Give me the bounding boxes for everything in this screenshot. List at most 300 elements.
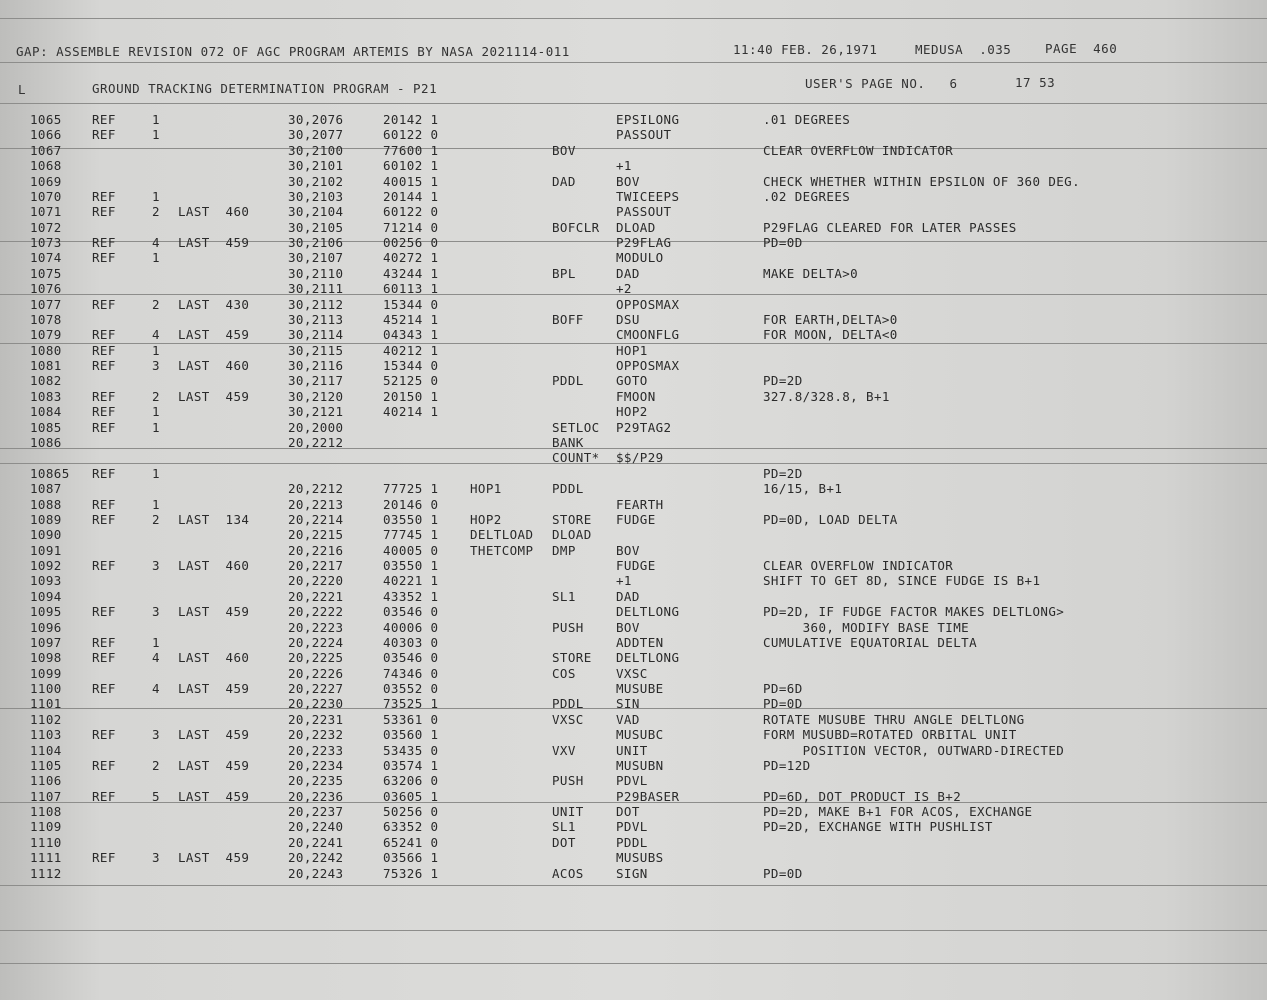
row-last-ref: LAST 459 xyxy=(178,604,250,620)
row-ref-count: 3 xyxy=(152,558,160,574)
row-comment: CHECK WHETHER WITHIN EPSILON OF 360 DEG. xyxy=(763,173,1081,189)
row-comment: ROTATE MUSUBE THRU ANGLE DELTLONG xyxy=(763,711,1025,727)
row-ref-keyword: REF xyxy=(92,188,116,204)
row-label: THETCOMP xyxy=(470,542,534,558)
row-line-number: 1096 xyxy=(30,619,62,635)
row-comment: PD=0D, LOAD DELTA xyxy=(763,511,898,527)
row-octal-word: 40005 0 xyxy=(383,542,439,558)
row-comment: PD=2D, MAKE B+1 FOR ACOS, EXCHANGE xyxy=(763,804,1033,820)
row-comment: PD=12D xyxy=(763,757,811,773)
row-address: 20,2220 xyxy=(288,573,344,589)
row-operand: SIGN xyxy=(616,865,648,881)
row-octal-word: 77745 1 xyxy=(383,527,439,543)
row-operand: MUSUBN xyxy=(616,757,664,773)
row-line-number: 1069 xyxy=(30,173,62,189)
row-ref-keyword: REF xyxy=(92,404,116,420)
row-comment: PD=2D, IF FUDGE FACTOR MAKES DELTLONG> xyxy=(763,604,1065,620)
users-page-number: USER'S PAGE NO. 6 xyxy=(805,76,958,91)
row-operand: PDDL xyxy=(616,834,648,850)
row-opcode: BOV xyxy=(552,142,576,158)
row-comment: 327.8/328.8, B+1 xyxy=(763,388,890,404)
row-line-number: 1095 xyxy=(30,604,62,620)
row-line-number: 1083 xyxy=(30,388,62,404)
row-operand: OPPOSMAX xyxy=(616,358,680,374)
row-address: 20,2224 xyxy=(288,634,344,650)
row-ref-keyword: REF xyxy=(92,296,116,312)
row-last-ref: LAST 459 xyxy=(178,757,250,773)
row-ref-count: 4 xyxy=(152,681,160,697)
row-line-number: 10865 xyxy=(30,465,70,481)
row-ref-keyword: REF xyxy=(92,235,116,251)
row-ref-count: 1 xyxy=(152,634,160,650)
row-line-number: 1090 xyxy=(30,527,62,543)
row-last-ref: LAST 459 xyxy=(178,788,250,804)
row-opcode: BANK xyxy=(552,434,584,450)
row-octal-word: 03550 1 xyxy=(383,511,439,527)
row-operand: PDVL xyxy=(616,773,648,789)
row-address: 30,2103 xyxy=(288,188,344,204)
row-address: 20,2215 xyxy=(288,527,344,543)
row-line-number: 1098 xyxy=(30,650,62,666)
row-opcode: DOT xyxy=(552,834,576,850)
row-label: HOP1 xyxy=(470,481,502,497)
row-comment: 360, MODIFY BASE TIME xyxy=(763,619,970,635)
row-comment: CLEAR OVERFLOW INDICATOR xyxy=(763,558,954,574)
header-time-date: 11:40 FEB. 26,1971 xyxy=(733,42,878,57)
row-line-number: 1077 xyxy=(30,296,62,312)
row-last-ref: LAST 460 xyxy=(178,650,250,666)
row-address: 30,2077 xyxy=(288,127,344,143)
row-comment: PD=0D xyxy=(763,865,803,881)
row-comment: POSITION VECTOR, OUTWARD-DIRECTED xyxy=(763,742,1065,758)
row-last-ref: LAST 459 xyxy=(178,327,250,343)
row-comment: PD=6D, DOT PRODUCT IS B+2 xyxy=(763,788,962,804)
row-last-ref: LAST 430 xyxy=(178,296,250,312)
row-operand: FUDGE xyxy=(616,511,656,527)
row-ref-count: 2 xyxy=(152,388,160,404)
row-octal-word: 53361 0 xyxy=(383,711,439,727)
row-octal-word: 40015 1 xyxy=(383,173,439,189)
row-address: 20,2223 xyxy=(288,619,344,635)
row-ref-keyword: REF xyxy=(92,650,116,666)
row-last-ref: LAST 459 xyxy=(178,727,250,743)
row-operand: FEARTH xyxy=(616,496,664,512)
row-line-number: 1105 xyxy=(30,757,62,773)
row-opcode: STORE xyxy=(552,511,592,527)
row-line-number: 1067 xyxy=(30,142,62,158)
row-line-number: 1076 xyxy=(30,281,62,297)
row-address: 20,2214 xyxy=(288,511,344,527)
row-line-number: 1093 xyxy=(30,573,62,589)
row-operand: DAD xyxy=(616,588,640,604)
row-octal-word: 75326 1 xyxy=(383,865,439,881)
row-comment: CLEAR OVERFLOW INDICATOR xyxy=(763,142,954,158)
row-address: 20,2233 xyxy=(288,742,344,758)
row-octal-word: 43244 1 xyxy=(383,265,439,281)
row-comment: FOR EARTH,DELTA>0 xyxy=(763,311,898,327)
row-address: 30,2104 xyxy=(288,204,344,220)
row-ref-count: 2 xyxy=(152,296,160,312)
row-ref-count: 4 xyxy=(152,327,160,343)
row-opcode: PUSH xyxy=(552,773,584,789)
row-octal-word: 40221 1 xyxy=(383,573,439,589)
row-line-number: 1079 xyxy=(30,327,62,343)
row-line-number: 1085 xyxy=(30,419,62,435)
row-line-number: 1075 xyxy=(30,265,62,281)
row-comment: PD=2D xyxy=(763,373,803,389)
row-ref-count: 1 xyxy=(152,419,160,435)
row-opcode: ACOS xyxy=(552,865,584,881)
row-comment: PD=0D xyxy=(763,696,803,712)
row-octal-word: 20146 0 xyxy=(383,496,439,512)
row-operand: HOP1 xyxy=(616,342,648,358)
row-address: 20,2227 xyxy=(288,681,344,697)
row-ref-count: 1 xyxy=(152,188,160,204)
row-address: 20,2000 xyxy=(288,419,344,435)
row-address: 20,2241 xyxy=(288,834,344,850)
row-ref-keyword: REF xyxy=(92,496,116,512)
row-operand: DELTLONG xyxy=(616,604,680,620)
row-octal-word: 52125 0 xyxy=(383,373,439,389)
row-ref-count: 3 xyxy=(152,604,160,620)
row-address: 20,2213 xyxy=(288,496,344,512)
row-line-number: 1066 xyxy=(30,127,62,143)
header-assembly-line: GAP: ASSEMBLE REVISION 072 OF AGC PROGRAM ARTEMIS BY NASA 2021114-011 xyxy=(16,44,570,59)
row-address: 30,2101 xyxy=(288,158,344,174)
row-operand: UNIT xyxy=(616,742,648,758)
row-comment: SHIFT TO GET 8D, SINCE FUDGE IS B+1 xyxy=(763,573,1041,589)
row-octal-word: 20144 1 xyxy=(383,188,439,204)
row-octal-word: 50256 0 xyxy=(383,804,439,820)
row-operand: $$/P29 xyxy=(616,450,664,466)
row-operand: BOV xyxy=(616,173,640,189)
row-operand: +1 xyxy=(616,158,632,174)
row-octal-word: 04343 1 xyxy=(383,327,439,343)
row-octal-word: 20150 1 xyxy=(383,388,439,404)
row-address: 30,2076 xyxy=(288,112,344,127)
row-comment: PD=2D, EXCHANGE WITH PUSHLIST xyxy=(763,819,993,835)
row-line-number: 1074 xyxy=(30,250,62,266)
row-ref-keyword: REF xyxy=(92,634,116,650)
row-ref-keyword: REF xyxy=(92,788,116,804)
row-comment: MAKE DELTA>0 xyxy=(763,265,859,281)
row-operand: FMOON xyxy=(616,388,656,404)
row-ref-keyword: REF xyxy=(92,558,116,574)
row-opcode: PDDL xyxy=(552,373,584,389)
row-octal-word: 03605 1 xyxy=(383,788,439,804)
row-operand: BOV xyxy=(616,542,640,558)
row-octal-word: 40303 0 xyxy=(383,634,439,650)
row-operand: P29BASER xyxy=(616,788,680,804)
row-line-number: 1108 xyxy=(30,804,62,820)
row-address: 20,2242 xyxy=(288,850,344,866)
row-line-number: 1104 xyxy=(30,742,62,758)
row-ref-count: 2 xyxy=(152,511,160,527)
row-label: HOP2 xyxy=(470,511,502,527)
row-operand: +1 xyxy=(616,573,632,589)
row-octal-word: 03560 1 xyxy=(383,727,439,743)
row-line-number: 1111 xyxy=(30,850,62,866)
row-operand: HOP2 xyxy=(616,404,648,420)
row-ref-keyword: REF xyxy=(92,757,116,773)
row-octal-word: 71214 0 xyxy=(383,219,439,235)
row-operand: PASSOUT xyxy=(616,127,672,143)
row-comment: PD=6D xyxy=(763,681,803,697)
row-operand: ADDTEN xyxy=(616,634,664,650)
row-line-number: 1082 xyxy=(30,373,62,389)
row-operand: CMOONFLG xyxy=(616,327,680,343)
row-address: 30,2120 xyxy=(288,388,344,404)
row-opcode: BOFCLR xyxy=(552,219,600,235)
row-line-number: 1102 xyxy=(30,711,62,727)
row-line-number: 1103 xyxy=(30,727,62,743)
row-line-number: 1086 xyxy=(30,434,62,450)
row-address: 20,2237 xyxy=(288,804,344,820)
row-operand: VAD xyxy=(616,711,640,727)
row-last-ref: LAST 460 xyxy=(178,358,250,374)
row-ref-keyword: REF xyxy=(92,511,116,527)
row-address: 30,2102 xyxy=(288,173,344,189)
header-page: PAGE 460 xyxy=(1045,41,1118,56)
header-medusa: MEDUSA .035 xyxy=(915,42,1012,57)
row-line-number: 1065 xyxy=(30,112,62,127)
row-octal-word: 43352 1 xyxy=(383,588,439,604)
row-opcode: SL1 xyxy=(552,819,576,835)
row-line-number: 1072 xyxy=(30,219,62,235)
row-address: 20,2217 xyxy=(288,558,344,574)
row-operand: DELTLONG xyxy=(616,650,680,666)
row-octal-word: 03546 0 xyxy=(383,650,439,666)
row-address: 30,2113 xyxy=(288,311,344,327)
row-line-number: 1107 xyxy=(30,788,62,804)
row-address: 20,2221 xyxy=(288,588,344,604)
row-ref-keyword: REF xyxy=(92,342,116,358)
row-last-ref: LAST 460 xyxy=(178,558,250,574)
row-line-number: 1081 xyxy=(30,358,62,374)
row-comment: 16/15, B+1 xyxy=(763,481,843,497)
row-address: 20,2226 xyxy=(288,665,344,681)
row-comment: .01 DEGREES xyxy=(763,112,851,127)
row-line-number: 1109 xyxy=(30,819,62,835)
row-octal-word: 74346 0 xyxy=(383,665,439,681)
row-ref-keyword: REF xyxy=(92,850,116,866)
row-ref-count: 2 xyxy=(152,757,160,773)
row-octal-word: 40212 1 xyxy=(383,342,439,358)
row-operand: GOTO xyxy=(616,373,648,389)
row-ref-count: 1 xyxy=(152,496,160,512)
row-octal-word: 20142 1 xyxy=(383,112,439,127)
row-ref-count: 3 xyxy=(152,727,160,743)
row-ref-count: 1 xyxy=(152,250,160,266)
row-ref-count: 3 xyxy=(152,850,160,866)
row-operand: TWICEEPS xyxy=(616,188,680,204)
row-address: 20,2235 xyxy=(288,773,344,789)
row-address: 30,2114 xyxy=(288,327,344,343)
row-address: 30,2107 xyxy=(288,250,344,266)
row-octal-word: 03546 0 xyxy=(383,604,439,620)
row-line-number: 1112 xyxy=(30,865,62,881)
row-octal-word: 03574 1 xyxy=(383,757,439,773)
row-ref-keyword: REF xyxy=(92,358,116,374)
row-octal-word: 60113 1 xyxy=(383,281,439,297)
row-last-ref: LAST 134 xyxy=(178,511,250,527)
row-line-number: 1094 xyxy=(30,588,62,604)
row-address: 20,2212 xyxy=(288,481,344,497)
row-ref-keyword: REF xyxy=(92,604,116,620)
row-opcode: PUSH xyxy=(552,619,584,635)
row-opcode: DAD xyxy=(552,173,576,189)
row-ref-count: 1 xyxy=(152,342,160,358)
row-address: 20,2234 xyxy=(288,757,344,773)
row-opcode: BPL xyxy=(552,265,576,281)
row-line-number: 1089 xyxy=(30,511,62,527)
row-octal-word: 60102 1 xyxy=(383,158,439,174)
row-operand: P29FLAG xyxy=(616,235,672,251)
row-line-number: 1100 xyxy=(30,681,62,697)
row-ref-count: 3 xyxy=(152,358,160,374)
row-ref-keyword: REF xyxy=(92,250,116,266)
row-ref-count: 4 xyxy=(152,235,160,251)
row-operand: SIN xyxy=(616,696,640,712)
row-address: 30,2121 xyxy=(288,404,344,420)
row-address: 30,2116 xyxy=(288,358,344,374)
row-operand: MODULO xyxy=(616,250,664,266)
row-operand: MUSUBS xyxy=(616,850,664,866)
row-address: 30,2110 xyxy=(288,265,344,281)
row-ref-keyword: REF xyxy=(92,681,116,697)
row-operand: PASSOUT xyxy=(616,204,672,220)
page-title: GROUND TRACKING DETERMINATION PROGRAM - P21 xyxy=(92,81,438,96)
row-line-number: 1068 xyxy=(30,158,62,174)
row-line-number: 1080 xyxy=(30,342,62,358)
row-address: 20,2232 xyxy=(288,727,344,743)
row-comment: CUMULATIVE EQUATORIAL DELTA xyxy=(763,634,977,650)
row-octal-word: 63206 0 xyxy=(383,773,439,789)
row-operand: DLOAD xyxy=(616,219,656,235)
row-opcode: VXV xyxy=(552,742,576,758)
row-address: 20,2230 xyxy=(288,696,344,712)
row-opcode: VXSC xyxy=(552,711,584,727)
row-ref-count: 1 xyxy=(152,112,160,127)
row-octal-word: 63352 0 xyxy=(383,819,439,835)
row-last-ref: LAST 459 xyxy=(178,681,250,697)
row-line-number: 1106 xyxy=(30,773,62,789)
row-last-ref: LAST 459 xyxy=(178,235,250,251)
row-opcode: SETLOC xyxy=(552,419,600,435)
row-opcode: PDDL xyxy=(552,481,584,497)
row-comment: FOR MOON, DELTA<0 xyxy=(763,327,898,343)
row-address: 20,2216 xyxy=(288,542,344,558)
row-address: 20,2212 xyxy=(288,434,344,450)
header-left-mark: L xyxy=(18,82,27,97)
row-line-number: 1097 xyxy=(30,634,62,650)
row-operand: VXSC xyxy=(616,665,648,681)
row-ref-keyword: REF xyxy=(92,388,116,404)
row-label: DELTLOAD xyxy=(470,527,534,543)
row-operand: OPPOSMAX xyxy=(616,296,680,312)
row-octal-word: 15344 0 xyxy=(383,296,439,312)
row-ref-keyword: REF xyxy=(92,465,116,481)
row-ref-count: 1 xyxy=(152,404,160,420)
row-comment: FORM MUSUBD=ROTATED ORBITAL UNIT xyxy=(763,727,1017,743)
row-octal-word: 73525 1 xyxy=(383,696,439,712)
row-line-number: 1091 xyxy=(30,542,62,558)
row-line-number: 1087 xyxy=(30,481,62,497)
row-octal-word: 53435 0 xyxy=(383,742,439,758)
row-address: 20,2222 xyxy=(288,604,344,620)
row-ref-keyword: REF xyxy=(92,204,116,220)
row-last-ref: LAST 459 xyxy=(178,388,250,404)
row-comment: P29FLAG CLEARED FOR LATER PASSES xyxy=(763,219,1017,235)
row-operand: EPSILONG xyxy=(616,112,680,127)
row-opcode: UNIT xyxy=(552,804,584,820)
row-opcode: STORE xyxy=(552,650,592,666)
row-ref-keyword: REF xyxy=(92,727,116,743)
row-comment: PD=2D xyxy=(763,465,803,481)
row-octal-word: 03552 0 xyxy=(383,681,439,697)
row-octal-word: 60122 0 xyxy=(383,204,439,220)
row-ref-count: 1 xyxy=(152,127,160,143)
row-address: 30,2106 xyxy=(288,235,344,251)
row-line-number: 1092 xyxy=(30,558,62,574)
row-address: 20,2240 xyxy=(288,819,344,835)
row-line-number: 1078 xyxy=(30,311,62,327)
row-opcode: BOFF xyxy=(552,311,584,327)
header-right-code: 17 53 xyxy=(1015,75,1056,90)
row-operand: DSU xyxy=(616,311,640,327)
row-operand: BOV xyxy=(616,619,640,635)
row-line-number: 1073 xyxy=(30,235,62,251)
row-address: 20,2225 xyxy=(288,650,344,666)
row-opcode: SL1 xyxy=(552,588,576,604)
row-last-ref: LAST 459 xyxy=(178,850,250,866)
row-operand: +2 xyxy=(616,281,632,297)
row-operand: PDVL xyxy=(616,819,648,835)
row-last-ref: LAST 460 xyxy=(178,204,250,220)
row-address: 30,2115 xyxy=(288,342,344,358)
row-line-number: 1088 xyxy=(30,496,62,512)
row-octal-word: 40006 0 xyxy=(383,619,439,635)
row-ref-keyword: REF xyxy=(92,327,116,343)
row-octal-word: 00256 0 xyxy=(383,235,439,251)
row-opcode: DMP xyxy=(552,542,576,558)
row-octal-word: 77725 1 xyxy=(383,481,439,497)
row-line-number: 1070 xyxy=(30,188,62,204)
row-operand: MUSUBC xyxy=(616,727,664,743)
row-address: 30,2111 xyxy=(288,281,344,297)
row-address: 20,2243 xyxy=(288,865,344,881)
row-comment: .02 DEGREES xyxy=(763,188,851,204)
row-octal-word: 40272 1 xyxy=(383,250,439,266)
row-opcode: COUNT* xyxy=(552,450,600,466)
row-octal-word: 45214 1 xyxy=(383,311,439,327)
row-operand: FUDGE xyxy=(616,558,656,574)
row-comment: PD=0D xyxy=(763,235,803,251)
row-address: 30,2117 xyxy=(288,373,344,389)
row-operand: DOT xyxy=(616,804,640,820)
row-ref-count: 4 xyxy=(152,650,160,666)
row-octal-word: 03550 1 xyxy=(383,558,439,574)
row-address: 20,2236 xyxy=(288,788,344,804)
row-address: 30,2100 xyxy=(288,142,344,158)
row-address: 20,2231 xyxy=(288,711,344,727)
row-octal-word: 65241 0 xyxy=(383,834,439,850)
row-line-number: 1110 xyxy=(30,834,62,850)
row-ref-count: 5 xyxy=(152,788,160,804)
row-octal-word: 40214 1 xyxy=(383,404,439,420)
row-ref-keyword: REF xyxy=(92,112,116,127)
row-line-number: 1099 xyxy=(30,665,62,681)
